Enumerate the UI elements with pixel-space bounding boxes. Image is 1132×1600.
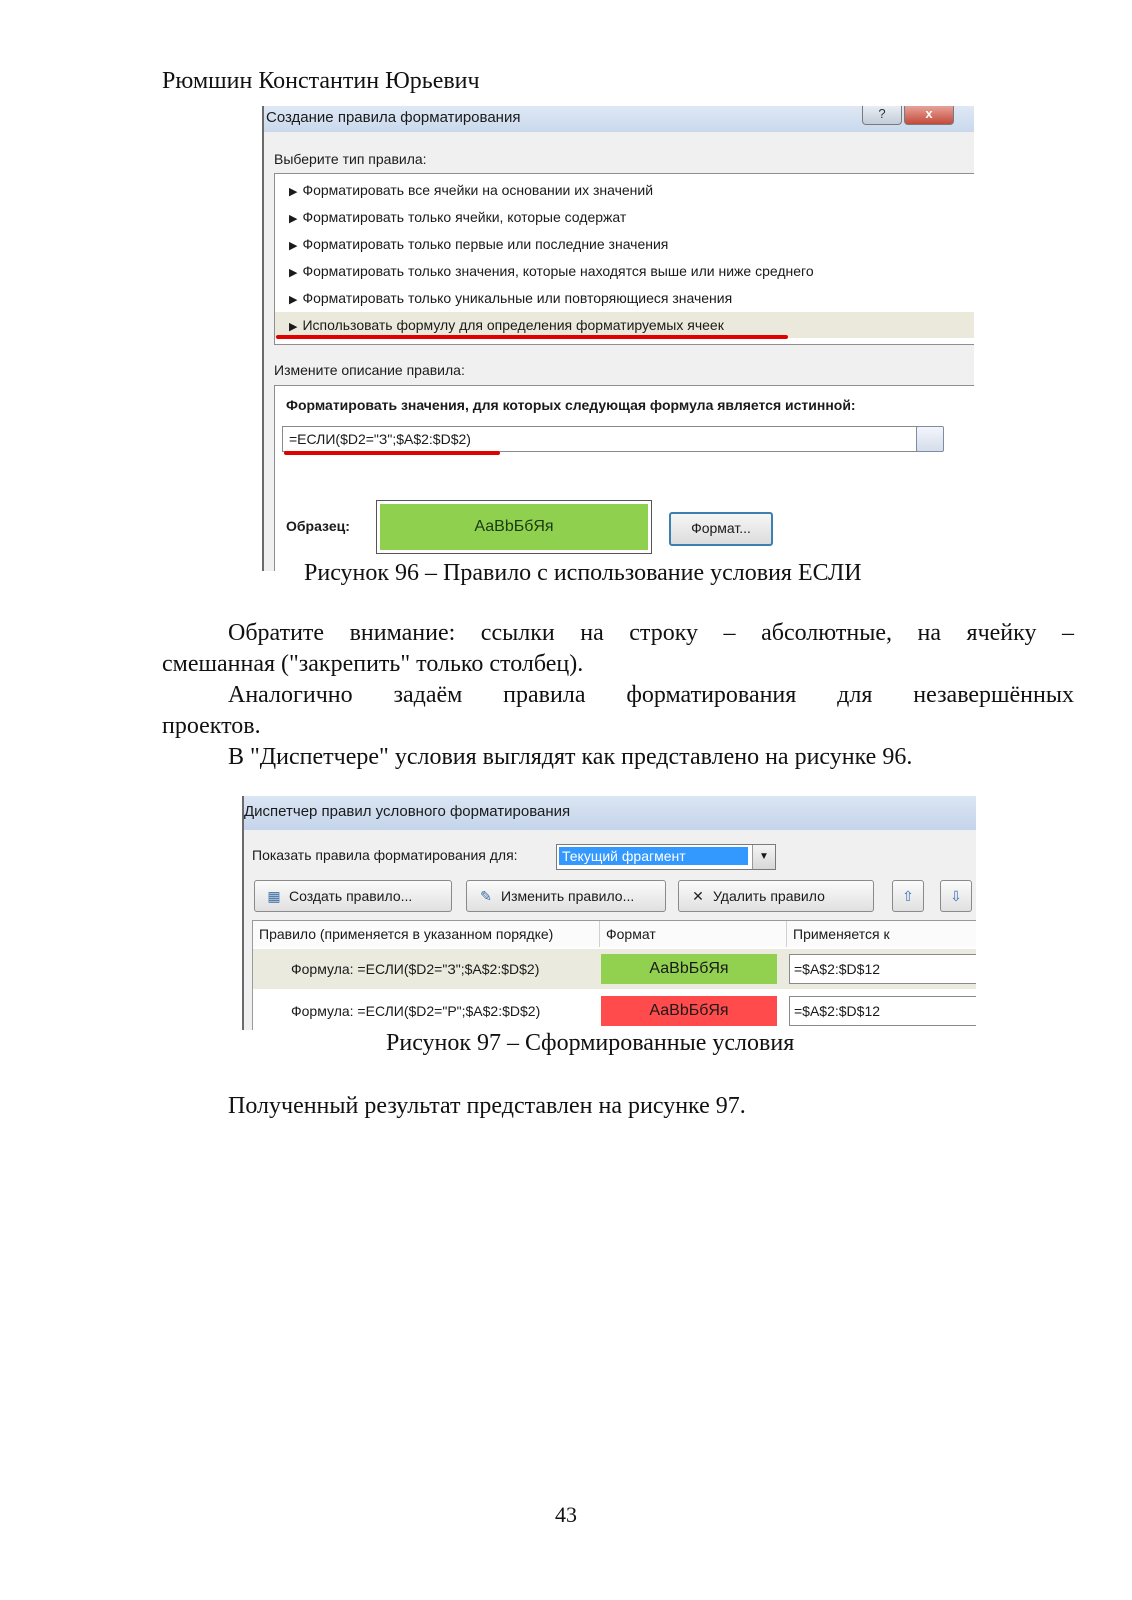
rule-formula: Формула: =ЕСЛИ($D2="З";$A$2:$D$2)	[291, 961, 540, 977]
edit-rule-label: Изменить правило...	[501, 888, 635, 904]
triangle-right-icon: ▶	[289, 267, 298, 279]
format-button[interactable]: Формат...	[669, 512, 773, 546]
rule-type-item[interactable]	[275, 258, 974, 284]
arrow-up-icon[interactable]: ⇧	[892, 880, 924, 912]
applies-to-input[interactable]: =$A$2:$D$12	[789, 954, 976, 984]
paragraph-line: Аналогично задаём правила форматирования для незавершённых	[228, 682, 1074, 708]
format-preview-sample: АаBbБбЯя	[380, 504, 648, 550]
paragraph-line: Полученный результат представлен на рисунке 97.	[228, 1093, 746, 1119]
table-row[interactable]	[253, 949, 976, 989]
rule-type-item[interactable]	[275, 204, 974, 230]
help-button[interactable]: ?	[862, 106, 902, 125]
delete-rule-label: Удалить правило	[713, 888, 825, 904]
show-rules-value: Текущий фрагмент	[559, 847, 748, 865]
dialog-title: Создание правила форматирования	[266, 109, 521, 126]
create-rule-button[interactable]	[254, 880, 452, 912]
format-swatch-green: АаBbБбЯя	[601, 954, 777, 984]
triangle-right-icon: ▶	[289, 240, 298, 252]
triangle-right-icon: ▶	[289, 294, 298, 306]
triangle-right-icon: ▶	[289, 213, 298, 225]
column-header-rule: Правило (применяется в указанном порядке)	[253, 921, 600, 947]
paragraph-line: В "Диспетчере" условия выглядят как представлено на рисунке 96.	[228, 744, 913, 770]
delete-rule-button[interactable]	[678, 880, 874, 912]
page-number: 43	[555, 1502, 577, 1527]
edit-rule-button[interactable]	[466, 880, 666, 912]
rules-manager-dialog	[242, 796, 976, 1030]
triangle-right-icon: ▶	[289, 321, 298, 333]
column-header-format: Формат	[600, 921, 787, 947]
dialog-titlebar	[264, 106, 974, 132]
paragraph-line: Обратите внимание: ссылки на строку – абсолютные, на ячейку –	[228, 620, 1074, 646]
delete-x-icon: ✕	[692, 888, 704, 904]
table-row[interactable]	[253, 991, 976, 1030]
close-button[interactable]: x	[904, 106, 954, 125]
rule-type-label: Форматировать только значения, которые находятся выше или ниже среднего	[302, 263, 814, 279]
applies-to-input[interactable]: =$A$2:$D$12	[789, 996, 976, 1026]
column-header-applies: Применяется к	[787, 921, 976, 947]
figure-96-caption: Рисунок 96 – Правило с использование условия ЕСЛИ	[304, 560, 862, 586]
dialog-title: Диспетчер правил условного форматирования	[244, 803, 571, 820]
format-preview	[376, 500, 652, 554]
rule-type-label: Форматировать только уникальные или повторяющиеся значения	[302, 290, 733, 306]
triangle-right-icon: ▶	[289, 186, 298, 198]
red-underline-mark	[276, 335, 788, 339]
format-swatch-red: АаBbБбЯя	[601, 996, 777, 1026]
rules-table	[252, 920, 976, 1030]
rule-type-label: Форматировать все ячейки на основании их значений	[302, 182, 654, 198]
formula-condition-label: Форматировать значения, для которых следующая формула является истинной:	[286, 397, 856, 413]
paragraph-line: смешанная ("закрепить" только столбец).	[162, 651, 584, 677]
figure-97-caption: Рисунок 97 – Сформированные условия	[386, 1030, 795, 1056]
rule-type-label: Использовать формулу для определения форматируемых ячеек	[302, 317, 724, 333]
paragraph-result	[162, 1091, 1074, 1122]
formula-input[interactable]: =ЕСЛИ($D2="З";$A$2:$D$2)	[282, 426, 918, 452]
dialog-titlebar	[244, 796, 976, 830]
edit-rule-icon: ✎	[480, 888, 492, 904]
paragraph-note	[162, 618, 1074, 773]
edit-description-label: Измените описание правила:	[274, 362, 465, 378]
rule-type-list	[274, 173, 974, 345]
create-rule-dialog	[262, 106, 974, 571]
rule-type-label: Форматировать только ячейки, которые содержат	[302, 209, 627, 225]
rule-type-label: Форматировать только первые или последние значения	[302, 236, 669, 252]
red-underline-mark	[284, 451, 500, 455]
paragraph-line: проектов.	[162, 713, 261, 739]
create-rule-label: Создать правило...	[289, 888, 413, 904]
rule-formula: Формула: =ЕСЛИ($D2="Р";$A$2:$D$2)	[291, 1003, 541, 1019]
show-rules-label: Показать правила форматирования для:	[252, 847, 518, 863]
rule-type-item[interactable]	[275, 231, 974, 257]
show-rules-dropdown[interactable]	[556, 844, 776, 870]
sample-label: Образец:	[286, 518, 350, 534]
range-select-icon[interactable]	[916, 426, 944, 452]
select-rule-type-label: Выберите тип правила:	[274, 151, 427, 167]
new-rule-icon: ▦	[267, 888, 281, 904]
rule-type-item[interactable]	[275, 177, 974, 203]
rule-type-item[interactable]	[275, 285, 974, 311]
arrow-down-icon[interactable]: ⇩	[940, 880, 972, 912]
page-header-author: Рюмшин Константин Юрьевич	[162, 68, 480, 94]
chevron-down-icon[interactable]: ▼	[752, 845, 775, 869]
